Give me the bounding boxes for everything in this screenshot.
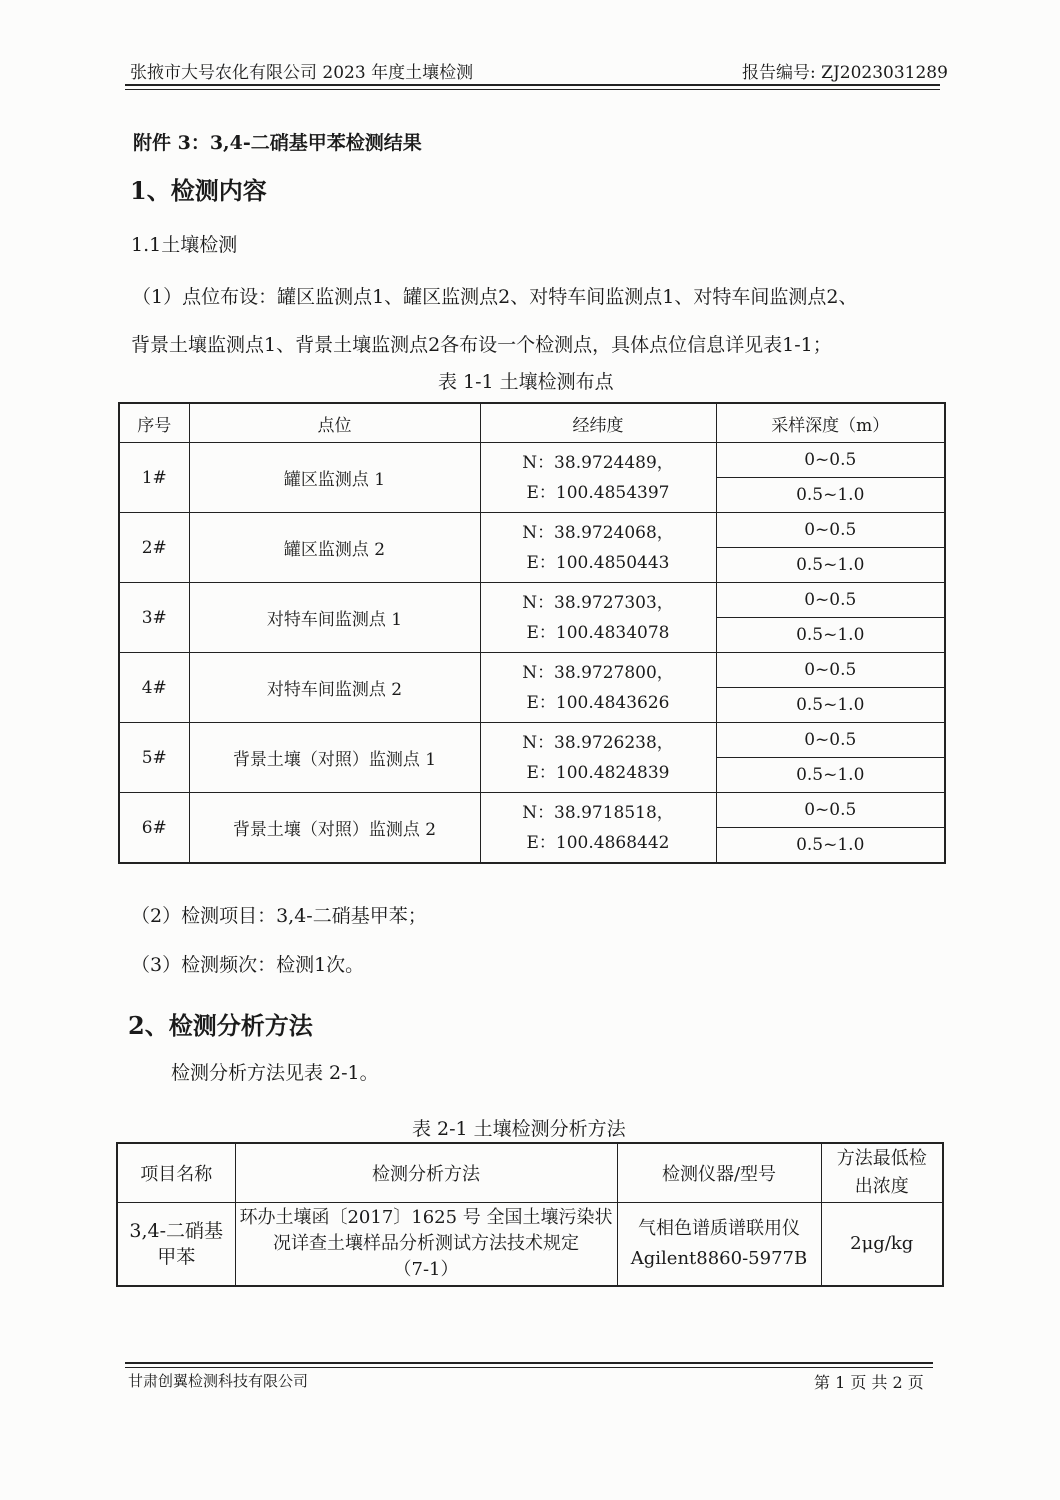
row-site: 背景土壤（对照）监测点 1: [189, 723, 480, 793]
latitude: N：38.9726238，: [522, 732, 674, 753]
limit-header-line2: 出浓度: [854, 1176, 909, 1197]
analysis-method-table: [116, 1142, 944, 1287]
table1-caption: 表 1-1 土壤检测布点: [438, 371, 614, 393]
table-row: [119, 583, 945, 618]
footer-company: 甘肃创翼检测科技有限公司: [128, 1372, 309, 1390]
limit-header-line1: 方法最低检: [836, 1148, 927, 1169]
row-coords: [480, 583, 716, 653]
row-no: 2#: [119, 513, 189, 583]
para1-line2: 背景土壤监测点1、背景土壤监测点2各布设一个检测点，具体点位信息详见表1-1；: [131, 334, 832, 356]
row-site: 背景土壤（对照）监测点 2: [189, 793, 480, 864]
method: [235, 1203, 617, 1287]
longitude: E：100.4854397: [526, 482, 670, 503]
row-site: 罐区监测点 2: [189, 513, 480, 583]
col-header-coords: 经纬度: [480, 403, 716, 443]
instrument-line1: 气相色谱质谱联用仪: [638, 1218, 800, 1239]
longitude: E：100.4868442: [526, 832, 670, 853]
row-no: 3#: [119, 583, 189, 653]
table-row: [119, 653, 945, 688]
header-divider: [125, 84, 940, 86]
sampling-sites-table: [118, 402, 946, 864]
col-header-item: 项目名称: [117, 1143, 235, 1203]
para1-line1: （1）点位布设：罐区监测点1、罐区监测点2、对特车间监测点1、对特车间监测点2、: [132, 286, 858, 308]
depth-lower: 0.5~1.0: [716, 828, 945, 864]
depth-lower: 0.5~1.0: [716, 758, 945, 793]
longitude: E：100.4834078: [526, 622, 670, 643]
latitude: N：38.9727800，: [522, 662, 674, 683]
table-row: [119, 723, 945, 758]
item-name-line2: 甲苯: [157, 1246, 196, 1268]
method-line3: （7-1）: [393, 1259, 459, 1280]
row-coords: [480, 443, 716, 513]
longitude: E：100.4824839: [526, 762, 670, 783]
table-row: [119, 443, 945, 478]
item-name-line1: 3,4-二硝基: [129, 1220, 224, 1242]
longitude: E：100.4843626: [526, 692, 670, 713]
instrument-line2: Agilent8860-5977B: [630, 1248, 808, 1269]
col-header-no: 序号: [119, 403, 189, 443]
row-site: 对特车间监测点 2: [189, 653, 480, 723]
table-row: [119, 793, 945, 828]
depth-upper: 0~0.5: [716, 513, 945, 548]
header-divider-thin: [125, 89, 940, 90]
instrument: [617, 1203, 821, 1287]
subsection-heading: 1.1土壤检测: [131, 234, 238, 256]
depth-lower: 0.5~1.0: [716, 478, 945, 513]
row-no: 1#: [119, 443, 189, 513]
latitude: N：38.9724489，: [522, 452, 674, 473]
row-coords: [480, 723, 716, 793]
header-title: 张掖市大号农化有限公司 2023 年度土壤检测: [130, 63, 474, 83]
para2: （2）检测项目：3,4-二硝基甲苯；: [131, 905, 427, 927]
table-row: [119, 513, 945, 548]
depth-upper: 0~0.5: [716, 653, 945, 688]
table-row: [117, 1203, 943, 1287]
method-line1: 环办土壤函〔2017〕1625 号 全国土壤污染状: [239, 1207, 613, 1228]
row-no: 4#: [119, 653, 189, 723]
row-coords: [480, 793, 716, 864]
depth-lower: 0.5~1.0: [716, 548, 945, 583]
row-no: 6#: [119, 793, 189, 864]
col-header-site: 点位: [189, 403, 480, 443]
method-line2: 况详查土壤样品分析测试方法技术规定: [273, 1233, 579, 1254]
longitude: E：100.4850443: [526, 552, 670, 573]
row-coords: [480, 653, 716, 723]
depth-upper: 0~0.5: [716, 793, 945, 828]
para3: （3）检测频次：检测1次。: [131, 954, 365, 976]
footer-divider-thin: [125, 1367, 933, 1368]
table-header-row: [117, 1143, 943, 1203]
latitude: N：38.9727303，: [522, 592, 674, 613]
detection-limit: 2μg/kg: [821, 1203, 943, 1287]
row-site: 罐区监测点 1: [189, 443, 480, 513]
table2-caption: 表 2-1 土壤检测分析方法: [412, 1118, 626, 1140]
depth-lower: 0.5~1.0: [716, 688, 945, 723]
item-name: [117, 1203, 235, 1287]
annex-title: 附件 3：3,4-二硝基甲苯检测结果: [133, 132, 422, 154]
latitude: N：38.9718518，: [522, 802, 674, 823]
page-number: 第 1 页 共 2 页: [814, 1373, 924, 1392]
col-header-instrument: 检测仪器/型号: [617, 1143, 821, 1203]
col-header-limit: [821, 1143, 943, 1203]
row-site: 对特车间监测点 1: [189, 583, 480, 653]
section1-heading: 1、检测内容: [130, 176, 267, 205]
depth-upper: 0~0.5: [716, 723, 945, 758]
section2-para: 检测分析方法见表 2-1。: [171, 1062, 379, 1084]
col-header-depth: 采样深度（m）: [716, 403, 945, 443]
row-no: 5#: [119, 723, 189, 793]
depth-upper: 0~0.5: [716, 583, 945, 618]
section2-heading: 2、检测分析方法: [128, 1011, 313, 1040]
report-number: 报告编号: ZJ2023031289: [742, 63, 948, 83]
col-header-method: 检测分析方法: [235, 1143, 617, 1203]
depth-lower: 0.5~1.0: [716, 618, 945, 653]
table-header-row: [119, 403, 945, 443]
footer-divider: [125, 1362, 933, 1364]
row-coords: [480, 513, 716, 583]
latitude: N：38.9724068，: [522, 522, 674, 543]
depth-upper: 0~0.5: [716, 443, 945, 478]
